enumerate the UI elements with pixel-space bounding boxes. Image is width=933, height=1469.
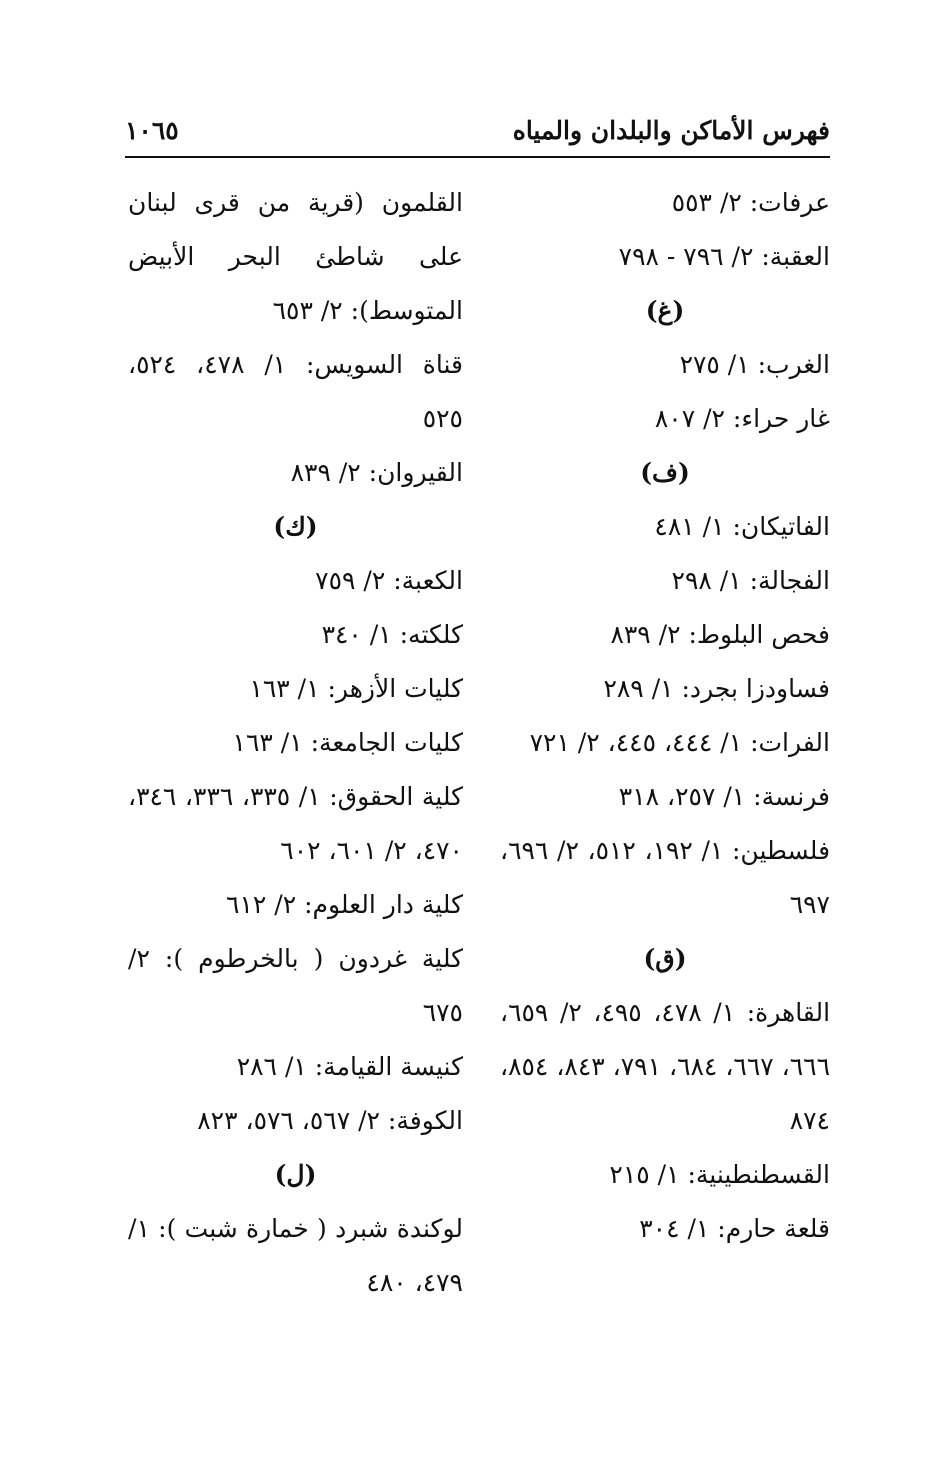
index-entry: كلية الحقوق: ١/ ٣٣٥، ٣٣٦، ٣٤٦، ٤٧٠، ٢/ ٦٠١، ٦٠٢	[128, 782, 464, 865]
page-title: فهرس الأماكن والبلدان والمياه	[512, 116, 830, 145]
index-section-letter: (ق)	[643, 944, 687, 973]
index-entry: القلمون (قرية من قرى لبنان على شاطئ البحر الأبيض المتوسط): ٢/ ٦٥٣	[128, 188, 463, 325]
index-entry: كلية غردون ( بالخرطوم ): ٢/ ٦٧٥	[128, 944, 463, 1027]
index-entry: الفرات: ١/ ٤٤٤، ٤٤٥، ٢/ ٧٢١	[529, 728, 830, 757]
index-entry: القاهرة: ١/ ٤٧٨، ٤٩٥، ٢/ ٦٥٩، ٦٦٦، ٦٦٧، ٦٨٤، ٧٩١، ٨٤٣، ٨٥٤، ٨٧٤	[500, 998, 831, 1135]
index-entry: كلية دار العلوم: ٢/ ٦١٢	[226, 890, 463, 919]
index-entry: الفجالة: ١/ ٢٩٨	[671, 566, 830, 595]
index-entry: عرفات: ٢/ ٥٥٣	[671, 188, 830, 217]
index-entry: العقبة: ٢/ ٧٩٦ - ٧٩٨	[618, 242, 830, 271]
index-entry: كلكته: ١/ ٣٤٠	[321, 620, 463, 649]
index-entry: قناة السويس: ١/ ٤٧٨، ٥٢٤، ٥٢٥	[128, 350, 464, 433]
index-column-left	[128, 176, 463, 1310]
index-entry: غار حراء: ٢/ ٨٠٧	[654, 404, 830, 433]
index-entry: القسطنطينية: ١/ ٢١٥	[609, 1160, 830, 1189]
index-column-right	[500, 176, 830, 1256]
index-entry: فرنسة: ١/ ٢٥٧، ٣١٨	[618, 782, 830, 811]
page-number: ١٠٦٥	[125, 116, 179, 145]
index-section-letter: (غ)	[645, 296, 685, 325]
index-entry: قلعة حارم: ١/ ٣٠٤	[639, 1214, 830, 1243]
index-entry: الفاتيكان: ١/ ٤٨١	[654, 512, 830, 541]
index-entry: كنيسة القيامة: ١/ ٢٨٦	[236, 1052, 463, 1081]
index-entry: لوكندة شبرد ( خمارة شبت ): ١/ ٤٧٩، ٤٨٠	[128, 1214, 463, 1297]
index-entry: الكوفة: ٢/ ٥٦٧، ٥٧٦، ٨٢٣	[197, 1106, 463, 1135]
index-section-letter: (ك)	[273, 512, 318, 541]
index-section-letter: (ل)	[274, 1160, 317, 1189]
index-entry: الغرب: ١/ ٢٧٥	[679, 350, 830, 379]
index-entry: الكعبة: ٢/ ٧٥٩	[315, 566, 463, 595]
index-entry: كليات الأزهر: ١/ ١٦٣	[249, 674, 463, 703]
index-entry: فلسطين: ١/ ١٩٢، ٥١٢، ٢/ ٦٩٦، ٦٩٧	[500, 836, 831, 919]
index-entry: فساودزا بجرد: ١/ ٢٨٩	[603, 674, 830, 703]
index-section-letter: (ف)	[640, 458, 690, 487]
index-entry: كليات الجامعة: ١/ ١٦٣	[232, 728, 463, 757]
index-entry: القيروان: ٢/ ٨٣٩	[290, 458, 463, 487]
index-entry: فحص البلوط: ٢/ ٨٣٩	[610, 620, 830, 649]
running-header	[125, 112, 830, 158]
